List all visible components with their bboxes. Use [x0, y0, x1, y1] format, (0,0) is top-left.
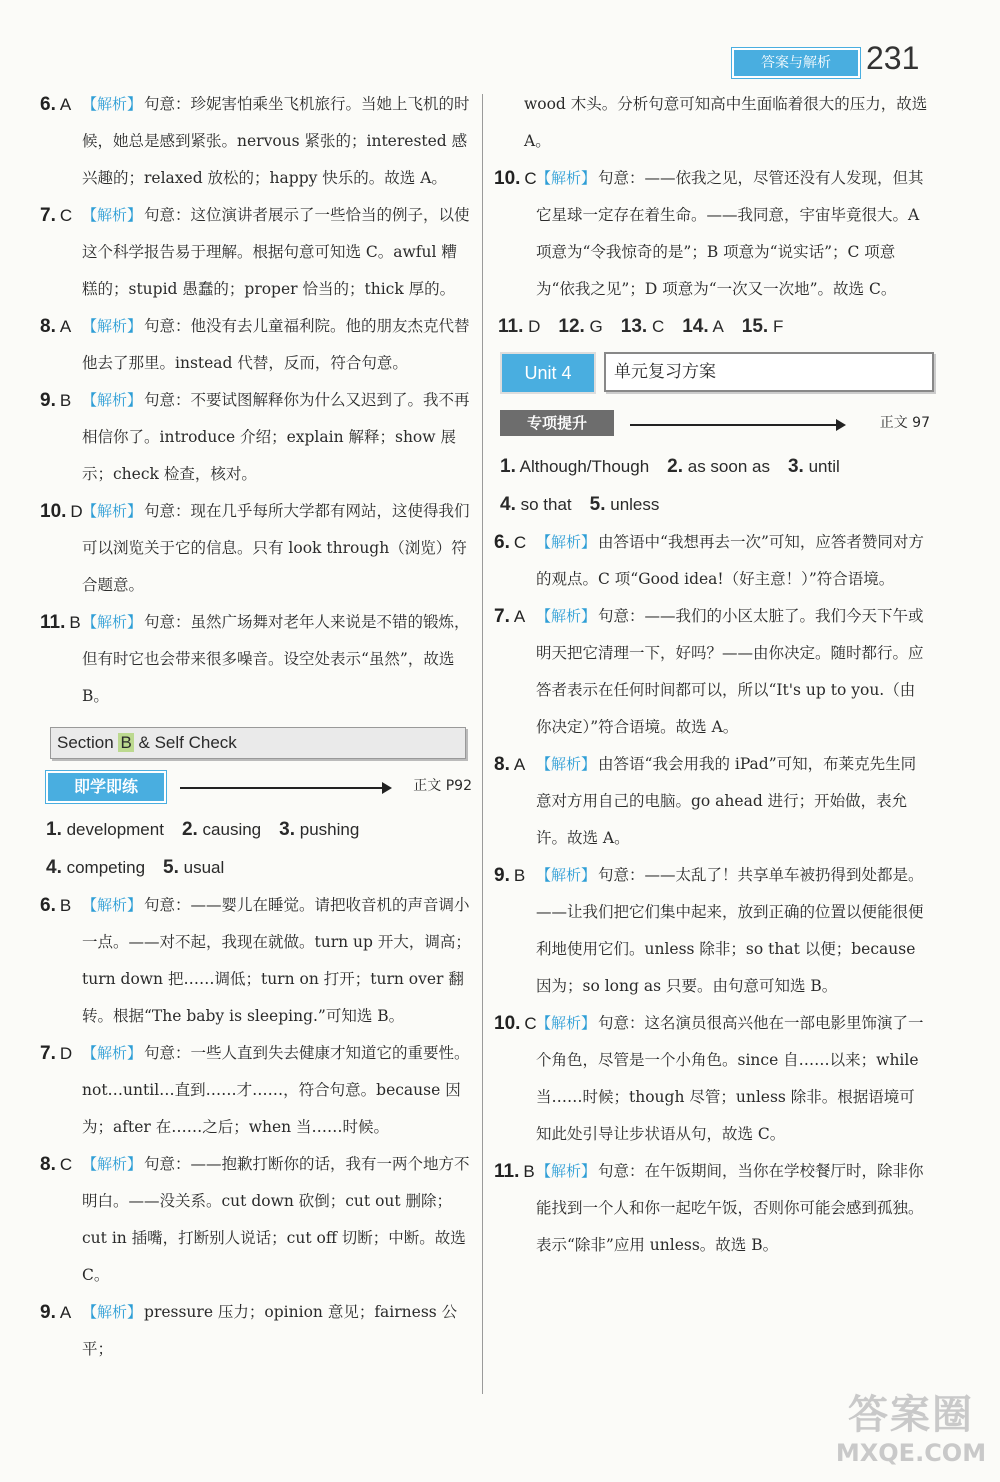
answer-number: 5. [589, 494, 606, 515]
answer-text: C [651, 317, 665, 336]
explanation-text: 句意：珍妮害怕乘坐飞机旅行。当她上飞机的时候，她总是感到紧张。nervous 紧张的；interested 感兴趣的；relaxed 放松的；happy 快乐的。故选 A。 [82, 95, 470, 187]
analysis-tag: 【解析】 [82, 502, 143, 520]
analysis-tag: 【解析】 [82, 1044, 143, 1062]
answer-group [46, 820, 164, 839]
question-number [40, 308, 71, 345]
explanation-text: pressure 压力；opinion 意见；fairness 公平； [82, 1303, 458, 1358]
special-header [500, 410, 930, 444]
answer-text: development [66, 820, 164, 839]
question-number-text: 8. [40, 316, 56, 337]
answer-letter: B [523, 1162, 535, 1181]
special-badge: 专项提升 [500, 410, 614, 436]
practice-page-ref: 正文 P92 [413, 778, 472, 794]
question-number [40, 382, 71, 419]
question-number [494, 857, 525, 894]
analysis-tag: 【解析】 [82, 317, 143, 335]
explanation-item [494, 524, 930, 598]
explanation-item [494, 746, 930, 857]
section-post: & Self Check [133, 733, 237, 752]
right-answer-lines-b [494, 448, 930, 524]
answer-group [788, 457, 840, 476]
answer-number: 15. [741, 316, 769, 337]
right-column [494, 86, 930, 1264]
right-explanations-a [494, 160, 930, 308]
question-number-text: 9. [40, 1302, 56, 1323]
analysis-tag: 【解析】 [536, 866, 597, 884]
answer-group [182, 820, 261, 839]
question-number [40, 1146, 72, 1183]
question-number-text: 8. [494, 754, 510, 775]
watermark-logo [826, 1392, 996, 1474]
question-number-text: 9. [40, 390, 56, 411]
section-highlight: B [120, 733, 132, 752]
explanation-text: 句意：——太乱了！共享单车被扔得到处都是。——让我们把它们集中起来，放到正确的位置以便能很便利地使用它们。unless 除非；so that 以便；because 因为；so long as 只要。由句意可知选 B。 [536, 866, 924, 995]
answer-number: 2. [181, 819, 198, 840]
answer-text: Although/Though [519, 457, 650, 476]
answer-number: 11. [498, 316, 524, 337]
answer-text: causing [202, 820, 262, 839]
question-number-text: 11. [494, 1161, 520, 1182]
question-number [494, 1153, 535, 1190]
answer-text: F [772, 317, 784, 336]
question-number-text: 6. [40, 94, 56, 115]
answer-letter: A [513, 607, 526, 626]
left-explanations-a [40, 86, 472, 715]
answer-group [279, 820, 359, 839]
answer-line [494, 448, 930, 486]
answer-group [742, 317, 784, 336]
left-explanations-b [40, 887, 472, 1368]
section-pre: Section [57, 733, 119, 752]
unit-badge: Unit 4 [500, 352, 596, 394]
answer-group [500, 495, 572, 514]
right-explanations-b [494, 524, 930, 1264]
analysis-tag: 【解析】 [82, 206, 143, 224]
explanation-text: 由答语“我会用我的 iPad”可知，布莱克先生同意对方用自己的电脑。go ahead 进行；开始做，表允许。故选 A。 [536, 755, 917, 847]
page-number: 231 [866, 40, 920, 76]
right-answer-line-a [494, 308, 930, 346]
answer-group [498, 317, 540, 336]
answer-text: so that [520, 495, 572, 514]
question-number-text: 10. [40, 501, 67, 522]
question-number-text: 11. [40, 612, 66, 633]
watermark-line1: 答案圈 [848, 1392, 974, 1438]
answer-number: 13. [620, 316, 648, 337]
question-number-text: 6. [494, 532, 510, 553]
explanation-item [40, 493, 472, 604]
question-number [40, 604, 81, 641]
left-answer-lines [40, 811, 472, 887]
question-number [494, 524, 526, 561]
question-number [40, 887, 71, 924]
explanation-text: 句意：——依我之见，尽管还没有人发现，但其它星球一定存在着生命。——我同意，宇宙毕竟很大。A 项意为“令我惊奇的是”；B 项意为“说实话”；C 项意为“依我之见”；D 项意为“一次又一次地”。故选 C。 [536, 169, 924, 298]
section-heading [50, 727, 466, 759]
answer-group [558, 317, 602, 336]
answer-text: unless [610, 495, 660, 514]
explanation-text: 句意：在午饭期间，当你在学校餐厅时，除非你能找到一个人和你一起吃午饭，否则你可能会感到孤独。表示“除非”应用 unless。故选 B。 [536, 1162, 924, 1254]
answer-letter: A [59, 1303, 72, 1322]
answer-letter: B [59, 896, 72, 915]
question-number [40, 197, 72, 234]
question-number-text: 10. [494, 168, 521, 189]
question-number-text: 6. [40, 895, 56, 916]
question-number-text: 7. [40, 1043, 56, 1064]
question-number [494, 746, 525, 783]
explanation-item [40, 308, 472, 382]
answer-letter: A [513, 755, 526, 774]
answer-number: 3. [279, 819, 295, 840]
answer-text: usual [183, 858, 225, 877]
explanation-text: 句意：——婴儿在睡觉。请把收音机的声音调小一点。——对不起，我现在就做。turn up 开大，调高；turn down 把……调低；turn on 打开；turn over 翻转。根据“The baby is sleeping.”可知选 B。 [82, 896, 471, 1025]
answer-group [500, 457, 649, 476]
explanation-text: 句意：他没有去儿童福利院。他的朋友杰克代替他去了那里。instead 代替，反而，符合句意。 [82, 317, 470, 372]
analysis-tag: 【解析】 [82, 95, 143, 113]
analysis-tag: 【解析】 [82, 896, 143, 914]
question-number [494, 598, 525, 635]
analysis-tag: 【解析】 [82, 1303, 143, 1321]
answer-group [163, 858, 224, 877]
explanation-text: 句意：不要试图解释你为什么又迟到了。我不再相信你了。introduce 介绍；explain 解释；show 展示；check 检查，核对。 [82, 391, 470, 483]
analysis-tag: 【解析】 [536, 533, 597, 551]
answer-text: pushing [299, 820, 360, 839]
explanation-item [494, 1005, 930, 1153]
answer-line [40, 811, 472, 849]
answer-letter: B [513, 866, 526, 885]
answer-number: 3. [787, 456, 804, 477]
question-number [494, 160, 537, 197]
answer-letter: B [69, 613, 81, 632]
answer-line [40, 849, 472, 887]
explanation-item [40, 382, 472, 493]
special-page-ref: 正文 97 [879, 415, 930, 431]
explanation-item [40, 887, 472, 1035]
answer-letter: C [524, 1014, 537, 1033]
explanation-text: 句意：——抱歉打断你的话，我有一两个地方不明白。——没关系。cut down 砍倒；cut out 删除；cut in 插嘴，打断别人说话；cut off 切断；中断。故选 C。 [82, 1155, 470, 1284]
explanation-item [40, 1294, 472, 1368]
answer-letter: A [59, 317, 72, 336]
answer-letter: B [59, 391, 72, 410]
explanation-item [494, 598, 930, 746]
unit-title: 单元复习方案 [604, 352, 934, 392]
answer-text: G [589, 317, 603, 336]
explanation-text: 句意：这位演讲者展示了一些恰当的例子，以使这个科学报告易于理解。根据句意可知选 C。awful 糟糕的；stupid 愚蠢的；proper 恰当的；thick 厚的。 [82, 206, 470, 298]
explanation-item [494, 1153, 930, 1264]
answer-number: 2. [667, 456, 684, 477]
answer-number: 14. [682, 316, 709, 337]
explanation-text: 句意：——我们的小区太脏了。我们今天下午或明天把它清理一下，好吗？——由你决定。随时都行。应答者表示在任何时间都可以，所以“It's up to you.（由你决定）”符合语境。故选 A。 [536, 607, 924, 736]
explanation-item [40, 86, 472, 197]
question-number-text: 7. [40, 205, 56, 226]
question-number-text: 7. [494, 606, 510, 627]
answer-text: D [528, 317, 541, 336]
answer-letter: D [70, 502, 83, 521]
answer-letter: C [59, 1155, 73, 1174]
explanation-text: 句意：这名演员很高兴他在一部电影里饰演了一个角色，尽管是一个小角色。since 自……以来；while 当……时候；though 尽管；unless 除非。根据语境可知此处引导让步状语从句，故选 C。 [536, 1014, 924, 1143]
question-number [494, 1005, 537, 1042]
practice-badge: 即学即练 [48, 773, 164, 801]
answer-number: 1. [46, 819, 62, 840]
continued-text: wood 木头。分析句意可知高中生面临着很大的压力，故选 A。 [524, 95, 928, 150]
answer-number: 4. [500, 494, 516, 515]
explanation-item [40, 1035, 472, 1146]
explanation-item [494, 857, 930, 1005]
answer-text: as soon as [687, 457, 770, 476]
analysis-tag: 【解析】 [536, 1014, 597, 1032]
analysis-tag: 【解析】 [82, 1155, 143, 1173]
answer-text: A [712, 317, 724, 336]
section-tag: 答案与解析 [732, 48, 860, 78]
answer-number: 4. [46, 857, 62, 878]
explanation-text: 由答语中“我想再去一次”可知，应答者赞同对方的观点。C 项“Good idea!（好主意！）”符合语境。 [536, 533, 924, 588]
analysis-tag: 【解析】 [536, 607, 597, 625]
answer-group [667, 457, 770, 476]
answer-letter: C [59, 206, 73, 225]
unit-header [500, 352, 930, 396]
analysis-tag: 【解析】 [536, 1162, 597, 1180]
answer-text: competing [66, 858, 146, 877]
question-number [40, 1294, 71, 1331]
question-number [40, 493, 83, 530]
explanation-item [40, 197, 472, 308]
answer-letter: C [513, 533, 527, 552]
answer-number: 12. [558, 316, 585, 337]
question-number [40, 1035, 72, 1072]
answer-number: 1. [500, 456, 516, 477]
analysis-tag: 【解析】 [536, 169, 597, 187]
explanation-text: 句意：一些人直到失去健康才知道它的重要性。not…until…直到……才……，符合句意。because 因为；after 在……之后；when 当……时候。 [82, 1044, 470, 1136]
answer-letter: D [59, 1044, 73, 1063]
answer-line [494, 486, 930, 524]
explanation-text: 句意：现在几乎每所大学都有网站，这使得我们可以浏览关于它的信息。只有 look through（浏览）符合题意。 [82, 502, 470, 594]
answer-text: until [808, 457, 840, 476]
question-number-text: 9. [494, 865, 510, 886]
answer-group [621, 317, 664, 336]
analysis-tag: 【解析】 [536, 755, 597, 773]
answer-letter: A [59, 95, 72, 114]
left-column [40, 86, 472, 1368]
answer-number: 5. [163, 857, 179, 878]
arrow-icon [180, 787, 386, 789]
watermark-line2: MXQE.COM [835, 1439, 987, 1467]
analysis-tag: 【解析】 [82, 391, 143, 409]
explanation-item [40, 604, 472, 715]
arrow-icon [630, 424, 840, 426]
answer-group [46, 858, 145, 877]
explanation-item [494, 160, 930, 308]
explanation-item [40, 1146, 472, 1294]
practice-header [48, 773, 472, 807]
question-number-text: 8. [40, 1154, 56, 1175]
answer-letter: C [524, 169, 537, 188]
analysis-tag: 【解析】 [82, 613, 143, 631]
column-divider [482, 94, 483, 1394]
explanation-text: 句意：虽然广场舞对老年人来说是不错的锻炼，但有时它也会带来很多噪音。设空处表示“虽然”，故选 B。 [82, 613, 470, 705]
question-number [40, 86, 71, 123]
question-number-text: 10. [494, 1013, 521, 1034]
answer-group [682, 317, 724, 336]
answer-group [590, 495, 660, 514]
